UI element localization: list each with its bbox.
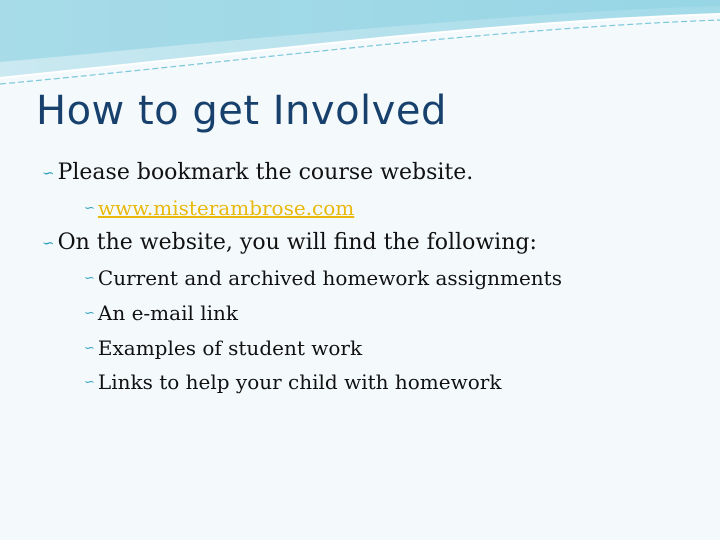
bullet-homework-links bbox=[84, 370, 501, 394]
header-wave-decoration bbox=[0, 0, 720, 90]
bullet-student-work bbox=[84, 336, 362, 360]
bullet-website-contents bbox=[42, 230, 537, 255]
bullet-homework bbox=[84, 266, 562, 290]
bullet-bookmark bbox=[42, 160, 473, 185]
wave-bullet-icon: ∽ bbox=[42, 233, 55, 252]
bullet-text: Current and archived homework assignments bbox=[97, 266, 562, 290]
website-link[interactable]: www.misterambrose.com bbox=[97, 196, 355, 220]
bullet-text: Examples of student work bbox=[97, 336, 363, 360]
slide-title: How to get Involved bbox=[36, 88, 447, 134]
wave-bullet-icon: ∽ bbox=[84, 305, 95, 321]
wave-bullet-icon: ∽ bbox=[84, 340, 95, 356]
wave-bullet-icon: ∽ bbox=[84, 374, 95, 390]
wave-bullet-icon: ∽ bbox=[84, 200, 95, 216]
wave-bullet-icon: ∽ bbox=[84, 270, 95, 286]
bullet-website-link[interactable] bbox=[84, 196, 354, 220]
bullet-text: On the website, you will find the following: bbox=[57, 230, 537, 255]
bullet-text: Links to help your child with homework bbox=[97, 370, 502, 394]
bullet-email bbox=[84, 301, 238, 325]
bullet-text: Please bookmark the course website. bbox=[57, 160, 474, 185]
wave-bullet-icon: ∽ bbox=[42, 163, 55, 182]
bullet-text: An e-mail link bbox=[97, 301, 239, 325]
